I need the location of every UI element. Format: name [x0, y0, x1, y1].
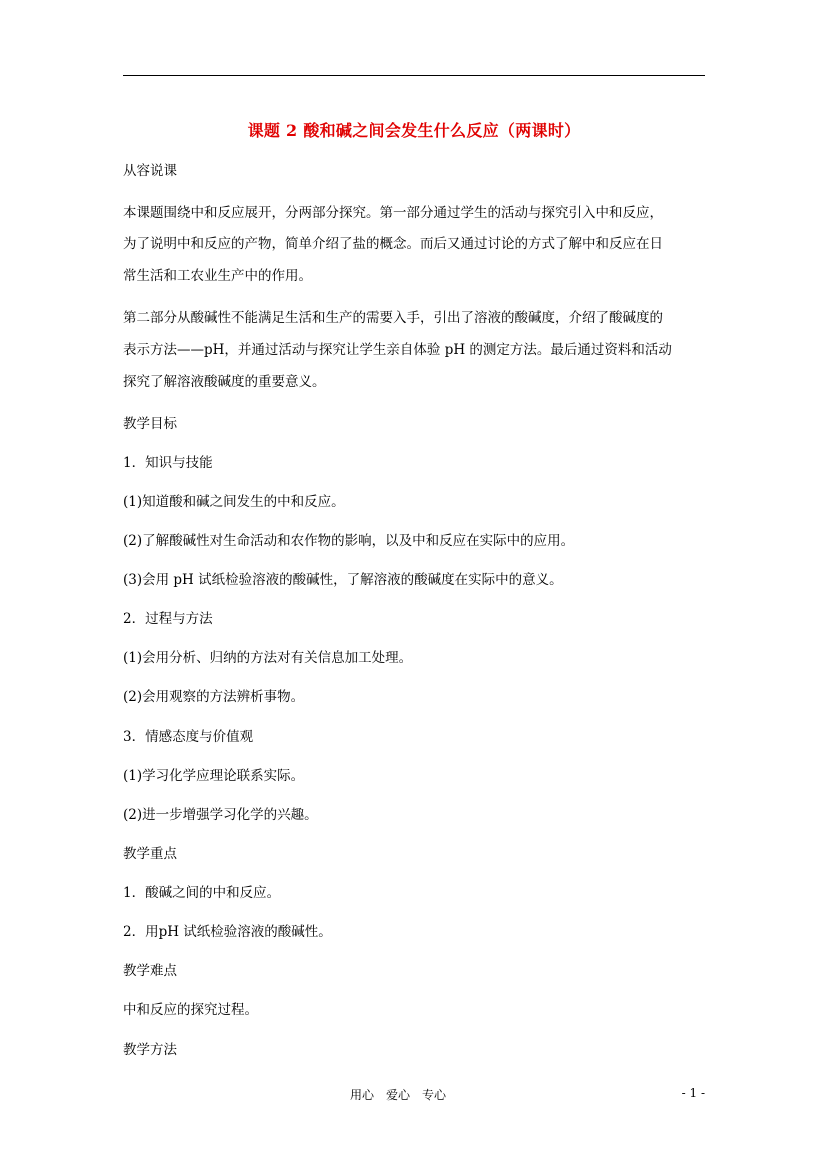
list-item: (2)进一步增强学习化学的兴趣。: [123, 807, 318, 823]
section-heading-methods: 教学方法: [123, 1042, 177, 1058]
section-heading-objectives: 教学目标: [123, 416, 177, 432]
subheading-knowledge: 1．知识与技能: [123, 455, 213, 471]
header-rule: [123, 75, 705, 76]
paragraph-line: 常生活和工农业生产中的作用。: [123, 268, 312, 284]
list-item: (1)会用分析、归纳的方法对有关信息加工处理。: [123, 650, 413, 666]
footer-motto: 用心 爱心 专心: [350, 1088, 447, 1102]
page-number: - 1 -: [681, 1086, 705, 1100]
list-item: 2．用pH 试纸检验溶液的酸碱性。: [123, 924, 332, 940]
paragraph-line: 中和反应的探究过程。: [123, 1002, 258, 1018]
section-heading-key-points: 教学重点: [123, 846, 177, 862]
subheading-process: 2．过程与方法: [123, 611, 213, 627]
paragraph-line: 表示方法——pH，并通过活动与探究让学生亲自体验 pH 的测定方法。最后通过资料和活动: [123, 342, 672, 358]
paragraph-line: 探究了解溶液酸碱度的重要意义。: [123, 374, 326, 390]
section-heading-congrong: 从容说课: [123, 163, 177, 179]
paragraph-line: 为了说明中和反应的产物，简单介绍了盐的概念。而后又通过讨论的方式了解中和反应在日: [123, 236, 663, 252]
list-item: (2)会用观察的方法辨析事物。: [123, 689, 305, 705]
list-item: (2)了解酸碱性对生命活动和农作物的影响，以及中和反应在实际中的应用。: [123, 533, 575, 549]
paragraph-line: 本课题围绕中和反应展开，分两部分探究。第一部分通过学生的活动与探究引入中和反应，: [123, 205, 663, 221]
document-title: 课题 2 酸和碱之间会发生什么反应（两课时）: [247, 121, 581, 140]
subheading-attitude: 3．情感态度与价值观: [123, 729, 254, 745]
list-item: (1)学习化学应理论联系实际。: [123, 768, 305, 784]
list-item: (3)会用 pH 试纸检验溶液的酸碱性，了解溶液的酸碱度在实际中的意义。: [123, 572, 563, 588]
list-item: 1．酸碱之间的中和反应。: [123, 885, 281, 901]
paragraph-line: 第二部分从酸碱性不能满足生活和生产的需要入手，引出了溶液的酸碱度，介绍了酸碱度的: [123, 310, 663, 326]
list-item: (1)知道酸和碱之间发生的中和反应。: [123, 494, 345, 510]
section-heading-difficulties: 教学难点: [123, 963, 177, 979]
